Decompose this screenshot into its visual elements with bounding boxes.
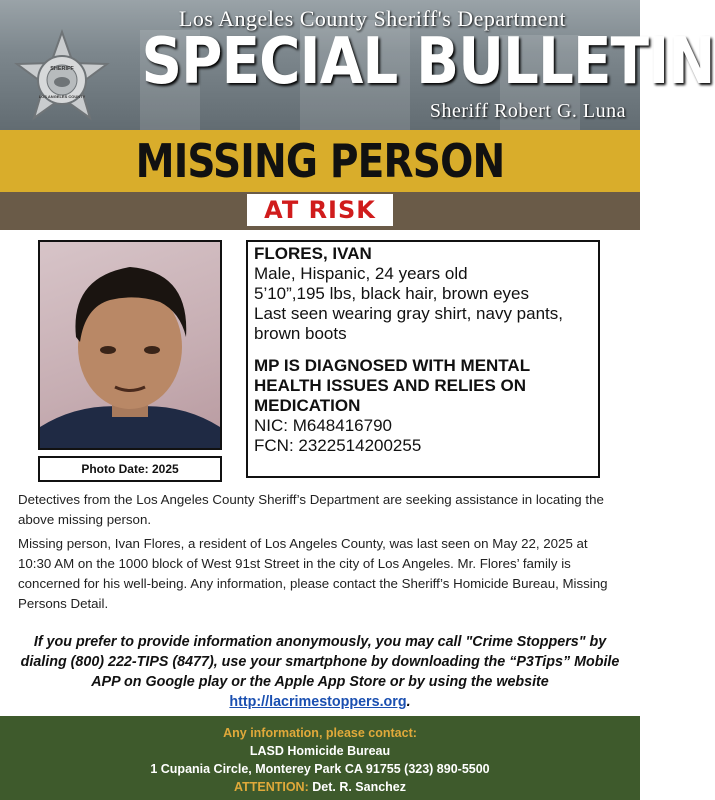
medical-alert-continued: HEALTH ISSUES AND RELIES ON (254, 376, 527, 395)
subject-name: FLORES, IVAN (254, 244, 372, 263)
subject-clothing: Last seen wearing gray shirt, navy pants, (254, 304, 563, 323)
at-risk-badge: AT RISK (247, 194, 393, 226)
contact-attention (0, 778, 640, 796)
subject-info-box (246, 240, 600, 478)
medical-alert: MP IS DIAGNOSED WITH MENTAL (254, 356, 531, 375)
contact-footer (0, 716, 640, 800)
photo-date-label: Photo Date: 2025 (38, 456, 222, 482)
contact-bureau: LASD Homicide Bureau (249, 744, 391, 758)
crime-stoppers-link[interactable]: http://lacrimestoppers.org (229, 694, 407, 710)
subject-clothing-continued: brown boots (254, 324, 347, 343)
subject-demographics: Male, Hispanic, 24 years old (254, 264, 468, 283)
attention-label: ATTENTION: (233, 780, 309, 794)
contact-heading: Any information, please contact: (223, 726, 417, 740)
crime-stoppers-text: If you prefer to provide information anonymously, you may call "Crime Stoppers" by dialing (800) 222-TIPS (8477), use your smartphone by downloading the “P3Tips” Mobile APP on Google play or the Apple App Store or by using the website (20, 634, 620, 690)
missing-person-title: MISSING PERSON (135, 134, 505, 188)
intro-paragraph: Detectives from the Los Angeles County Sheriff’s Department are seeking assistance in locating the above missing person. (18, 492, 604, 527)
department-name: Los Angeles County Sheriff's Department (178, 6, 567, 31)
bulletin-header (0, 0, 715, 130)
contact-address: 1 Cupania Circle, Monterey Park CA 91755 (323) 890-5500 (150, 762, 490, 776)
crime-stoppers-notice (20, 632, 620, 712)
fcn-number: FCN: 2322514200255 (254, 436, 422, 455)
attention-name: Det. R. Sanchez (312, 780, 407, 794)
nic-number: NIC: M648416790 (254, 416, 392, 435)
details-paragraph: Missing person, Ivan Flores, a resident of Los Angeles County, was last seen on May 22, 2025 at 10:30 AM on the 1000 block of West 91st Street in the city of Los Angeles. Mr. Flores’ family is concerned for his well-being. Any information, please contact the Sheriff’s Homicide Bureau, Missing Persons Detail. (18, 536, 608, 611)
badge-top-text: SHERIFF (50, 66, 74, 72)
bulletin-title: SPECIAL BULLETIN (141, 25, 715, 99)
subject-portrait (40, 242, 220, 448)
medical-alert-end: MEDICATION (254, 396, 361, 415)
badge-bottom-text: LOS ANGELES COUNTY (38, 94, 86, 99)
sheriff-star-badge-icon (12, 30, 112, 130)
link-period: . (406, 694, 411, 710)
sheriff-name: Sheriff Robert G. Luna (429, 100, 626, 122)
subject-physical: 5’10”,195 lbs, black hair, brown eyes (254, 284, 529, 303)
subject-photo (38, 240, 222, 450)
